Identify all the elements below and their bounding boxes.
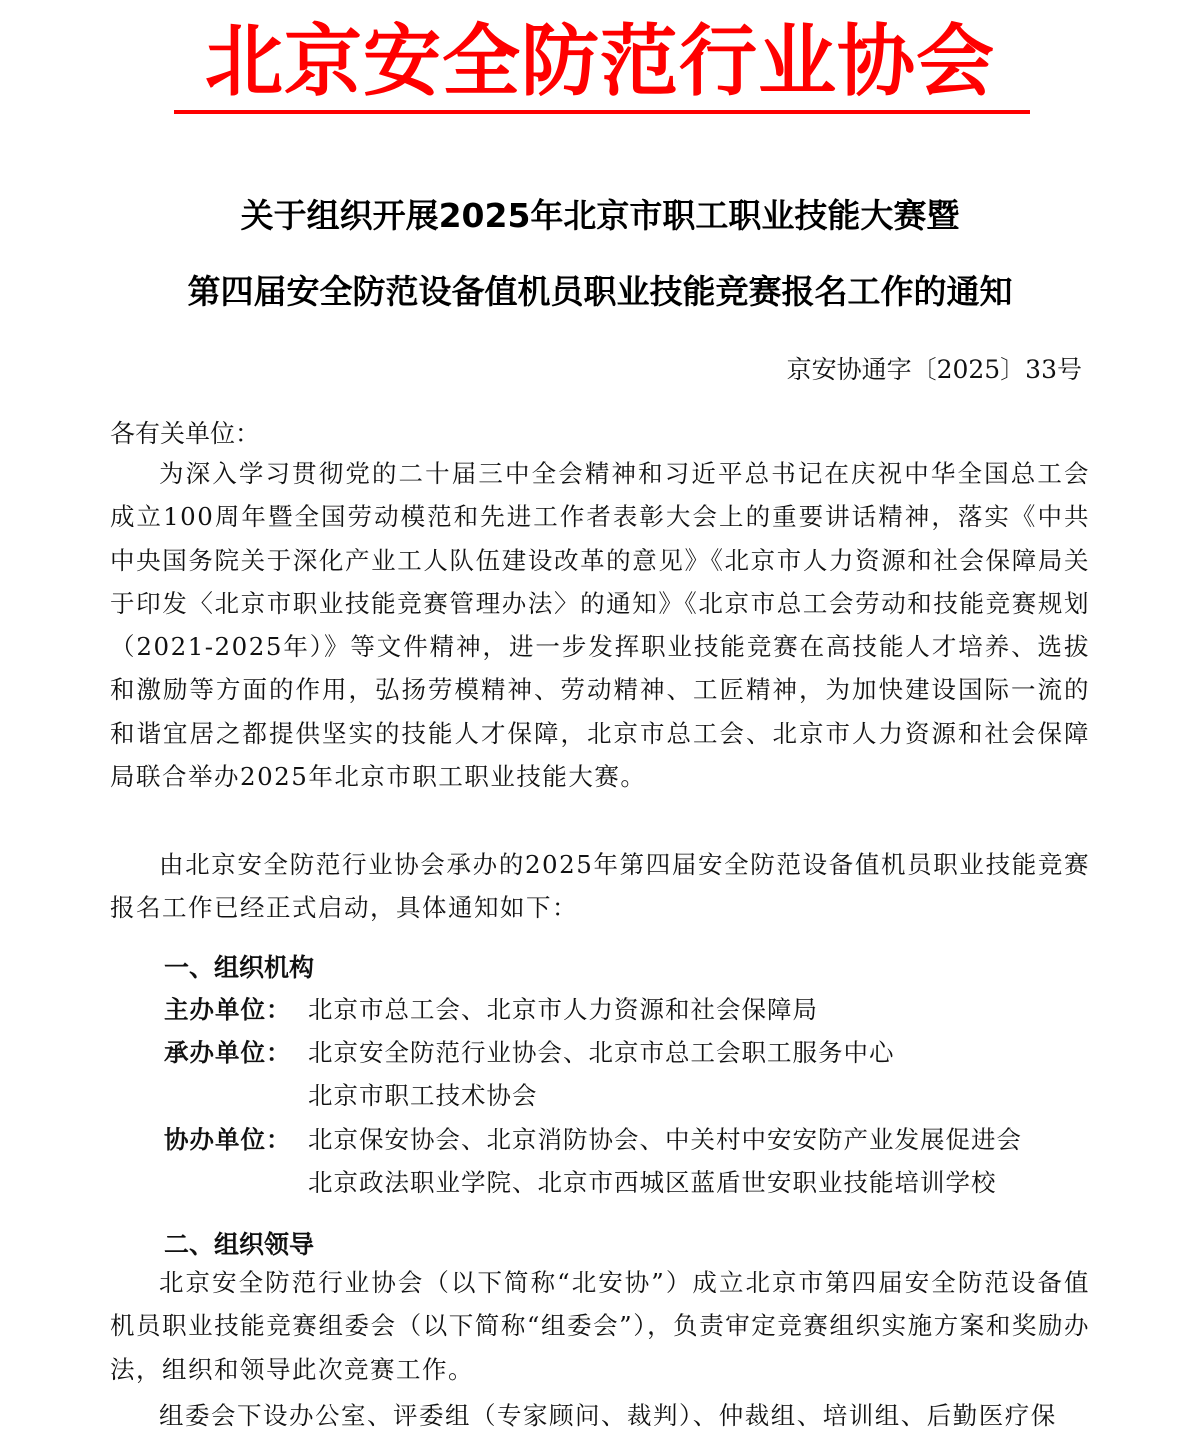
masthead-org-name: 北京安全防范行业协会	[204, 17, 995, 107]
notice-title-line1: 关于组织开展2025年北京市职工职业技能大赛暨	[240, 196, 960, 235]
section-heading-leadership: 二、组织领导	[164, 1230, 315, 1259]
paragraph-intro: 为深入学习贯彻党的二十届三中全会精神和习近平总书记在庆祝中华全国总工会成立100周年暨全国劳动模范和先进工作者表彰大会上的重要讲话精神，落实《中共中央国务院关于深化产业工人队伍建设改革的意见》《北京市人力资源和社会保障局关于印发〈北京市职业技能竞赛管理办法〉的通知》《北京市总工会劳动和技能竞赛规划（2021-2025年）》等文件精神，进一步发挥职业技能竞赛在高技能人才培养、选拔和激励等方面的作用，弘扬劳模精神、劳动精神、工匠精神，为加快建设国际一流的和谐宜居之都提供坚实的技能人才保障，北京市总工会、北京市人力资源和社会保障局联合举办2025年北京市职工职业技能大赛。	[110, 459, 1090, 792]
assist-value-2: 北京政法职业学院、北京市西城区蓝盾世安职业技能培训学校	[308, 1168, 997, 1197]
paragraph-committee: 北京安全防范行业协会（以下简称“北安协”）成立北京市第四届安全防范设备值机员职业技能竞赛组委会（以下简称“组委会”），负责审定竞赛组织实施方案和奖励办法，组织和领导此次竞赛工作。	[110, 1268, 1090, 1384]
notice-title-line2: 第四届安全防范设备值机员职业技能竞赛报名工作的通知	[187, 272, 1013, 311]
host-label: 主办单位：	[164, 995, 292, 1024]
section-heading-organization: 一、组织机构	[164, 953, 315, 982]
organizer-row-undertake	[164, 1031, 895, 1074]
undertake-value-1: 北京安全防范行业协会、北京市总工会职工服务中心	[308, 1038, 895, 1067]
document-number: 京安协通字〔2025〕33号	[786, 355, 1082, 384]
paragraph-committee-structure: 组委会下设办公室、评委组（专家顾问、裁判）、仲裁组、培训组、后勤医疗保	[159, 1401, 1057, 1430]
masthead-red-rule	[174, 110, 1030, 114]
organizer-row-assist	[164, 1118, 1022, 1161]
undertake-label: 承办单位：	[164, 1038, 292, 1067]
host-value: 北京市总工会、北京市人力资源和社会保障局	[308, 995, 818, 1024]
organizer-row-host	[164, 988, 818, 1031]
assist-label: 协办单位：	[164, 1125, 292, 1154]
salutation: 各有关单位：	[110, 419, 261, 448]
undertake-value-2: 北京市职工技术协会	[308, 1081, 538, 1110]
assist-value-1: 北京保安协会、北京消防协会、中关村中安安防产业发展促进会	[308, 1125, 1022, 1154]
paragraph-launch: 由北京安全防范行业协会承办的2025年第四届安全防范设备值机员职业技能竞赛报名工作已经正式启动，具体通知如下：	[110, 850, 1090, 923]
